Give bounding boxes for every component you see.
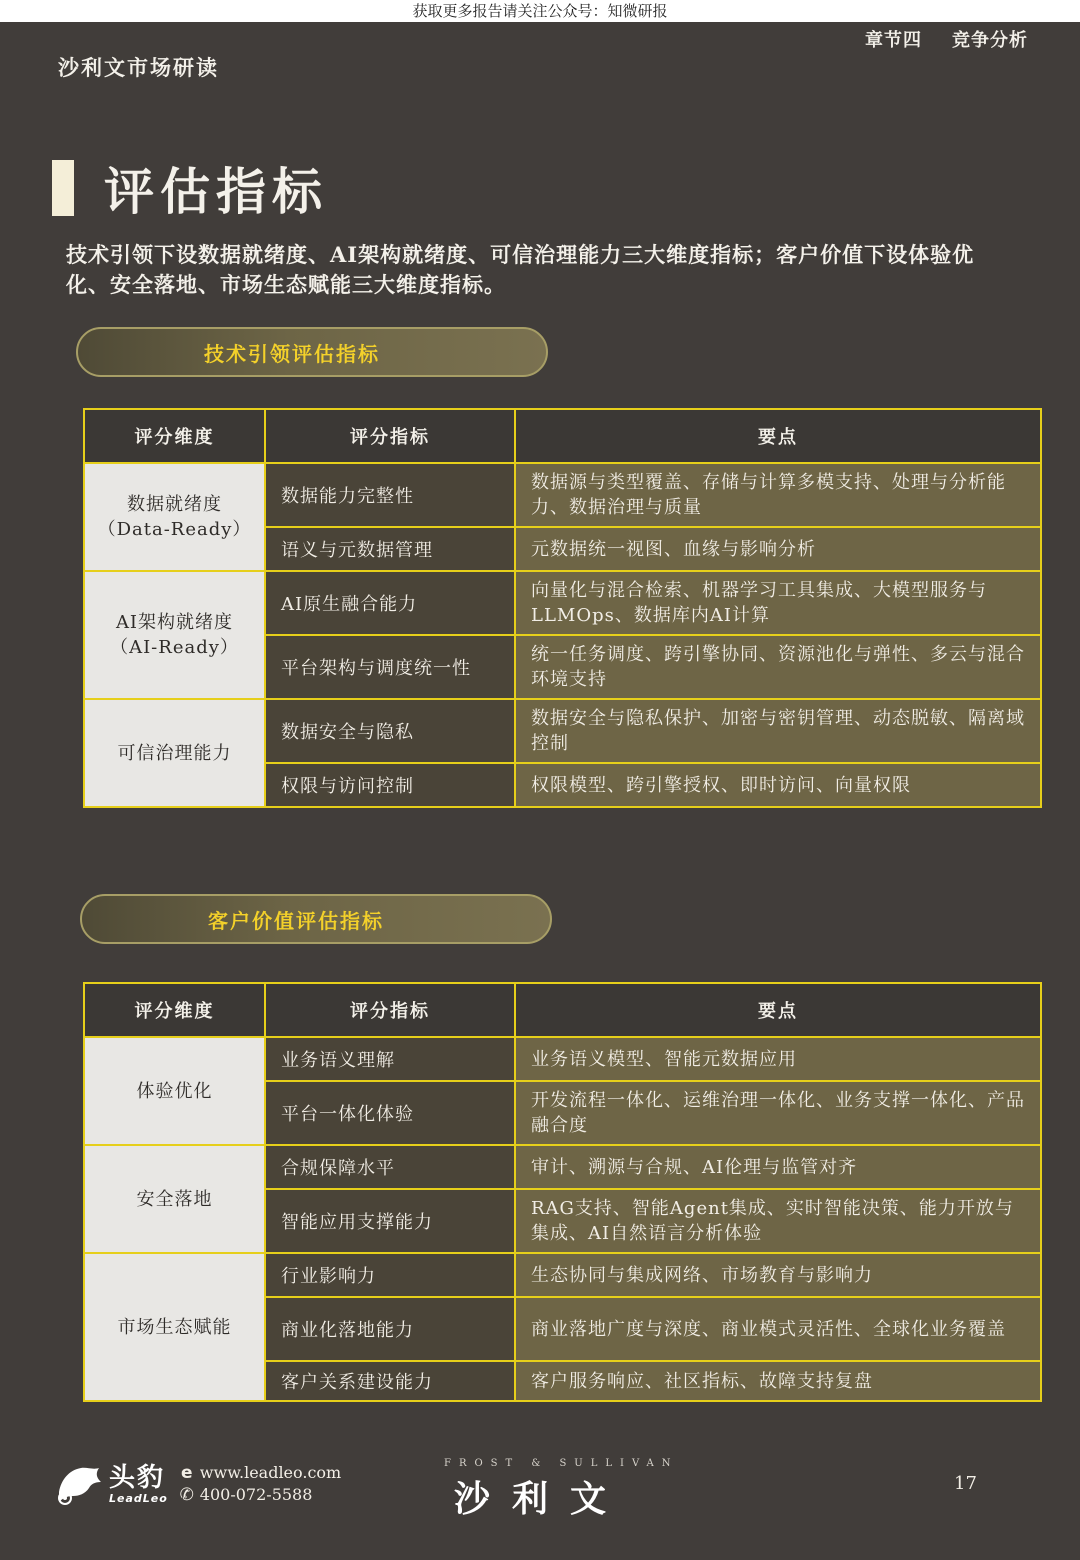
section-intro: 技术引领下设数据就绪度、AI架构就绪度、可信治理能力三大维度指标；客户价值下设体验优化、安全落地、市场生态赋能三大维度指标。 bbox=[66, 242, 975, 297]
indicator-cell: 合规保障水平 bbox=[265, 1145, 515, 1189]
col-points-header: 要点 bbox=[515, 983, 1041, 1037]
dimension-cell: 可信治理能力 bbox=[84, 699, 265, 807]
table-row bbox=[84, 699, 1041, 763]
dimension-cell: 市场生态赋能 bbox=[84, 1253, 265, 1401]
indicator-cell: 智能应用支撑能力 bbox=[265, 1189, 515, 1253]
logo-cn: 头豹 bbox=[109, 1462, 166, 1493]
points-cell: 客户服务响应、社区指标、故障支持复盘 bbox=[515, 1361, 1041, 1401]
table-row bbox=[84, 571, 1041, 635]
brand-title: 沙利文市场研读 bbox=[58, 55, 219, 80]
table-row bbox=[84, 1145, 1041, 1189]
indicator-cell: 数据能力完整性 bbox=[265, 463, 515, 527]
dimension-cell: 安全落地 bbox=[84, 1145, 265, 1253]
points-cell: 元数据统一视图、血缘与影响分析 bbox=[515, 527, 1041, 571]
section-heading bbox=[52, 152, 328, 224]
dimension-cell: 数据就绪度 （Data-Ready） bbox=[84, 463, 265, 571]
tech-metrics-table bbox=[83, 408, 1042, 808]
contact-info bbox=[178, 1462, 341, 1506]
points-cell: 审计、溯源与合规、AI伦理与监管对齐 bbox=[515, 1145, 1041, 1189]
web-e-icon: e bbox=[181, 1463, 193, 1483]
leadleo-footer bbox=[55, 1462, 341, 1506]
phone-icon: ✆ bbox=[179, 1485, 194, 1505]
tech-table-label: 技术引领评估指标 bbox=[76, 327, 548, 377]
chapter-number: 章节四 bbox=[865, 30, 922, 51]
value-table-label: 客户价值评估指标 bbox=[80, 894, 552, 944]
dimension-cell: AI架构就绪度 （AI-Ready） bbox=[84, 571, 265, 699]
points-cell: 数据源与类型覆盖、存储与计算多模支持、处理与分析能力、数据治理与质量 bbox=[515, 463, 1041, 527]
points-cell: RAG支持、智能Agent集成、实时智能决策、能力开放与集成、AI自然语言分析体验 bbox=[515, 1189, 1041, 1253]
dimension-cell: 体验优化 bbox=[84, 1037, 265, 1145]
table-header-row bbox=[84, 409, 1041, 463]
lion-logo-icon bbox=[55, 1462, 103, 1506]
indicator-cell: AI原生融合能力 bbox=[265, 571, 515, 635]
points-cell: 向量化与混合检索、机器学习工具集成、大模型服务与LLMOps、数据库内AI计算 bbox=[515, 571, 1041, 635]
partner-en: FROST & SULLIVAN bbox=[444, 1458, 679, 1469]
indicator-cell: 业务语义理解 bbox=[265, 1037, 515, 1081]
website-link[interactable]: www.leadleo.com bbox=[199, 1463, 342, 1482]
indicator-cell: 数据安全与隐私 bbox=[265, 699, 515, 763]
table-header-row bbox=[84, 983, 1041, 1037]
points-cell: 商业落地广度与深度、商业模式灵活性、全球化业务覆盖 bbox=[515, 1297, 1041, 1361]
frost-sullivan-logo bbox=[444, 1458, 679, 1522]
top-notice: 获取更多报告请关注公众号：知微研报 bbox=[0, 0, 1080, 22]
indicator-cell: 平台一体化体验 bbox=[265, 1081, 515, 1145]
indicator-cell: 平台架构与调度统一性 bbox=[265, 635, 515, 699]
indicator-cell: 客户关系建设能力 bbox=[265, 1361, 515, 1401]
table-row bbox=[84, 463, 1041, 527]
points-cell: 数据安全与隐私保护、加密与密钥管理、动态脱敏、隔离域控制 bbox=[515, 699, 1041, 763]
phone-number: 400-072-5588 bbox=[199, 1485, 313, 1504]
partner-cn: 沙利文 bbox=[453, 1479, 628, 1520]
chapter-title: 竞争分析 bbox=[952, 30, 1028, 51]
points-cell: 统一任务调度、跨引擎协同、资源池化与弹性、多云与混合环境支持 bbox=[515, 635, 1041, 699]
indicator-cell: 商业化落地能力 bbox=[265, 1297, 515, 1361]
col-indicator-header: 评分指标 bbox=[265, 409, 515, 463]
value-metrics-table bbox=[83, 982, 1042, 1402]
indicator-cell: 语义与元数据管理 bbox=[265, 527, 515, 571]
col-points-header: 要点 bbox=[515, 409, 1041, 463]
points-cell: 业务语义模型、智能元数据应用 bbox=[515, 1037, 1041, 1081]
table-row bbox=[84, 1037, 1041, 1081]
points-cell: 生态协同与集成网络、市场教育与影响力 bbox=[515, 1253, 1041, 1297]
col-indicator-header: 评分指标 bbox=[265, 983, 515, 1037]
section-bar bbox=[52, 160, 74, 216]
col-dimension-header: 评分维度 bbox=[84, 983, 265, 1037]
chapter-header bbox=[865, 26, 1028, 52]
col-dimension-header: 评分维度 bbox=[84, 409, 265, 463]
page-number: 17 bbox=[954, 1473, 977, 1494]
points-cell: 开发流程一体化、运维治理一体化、业务支撑一体化、产品融合度 bbox=[515, 1081, 1041, 1145]
indicator-cell: 权限与访问控制 bbox=[265, 763, 515, 807]
indicator-cell: 行业影响力 bbox=[265, 1253, 515, 1297]
leadleo-logo bbox=[109, 1464, 168, 1505]
section-title: 评估指标 bbox=[104, 162, 328, 221]
points-cell: 权限模型、跨引擎授权、即时访问、向量权限 bbox=[515, 763, 1041, 807]
table-row bbox=[84, 1253, 1041, 1297]
logo-en: LeadLeo bbox=[109, 1491, 168, 1505]
